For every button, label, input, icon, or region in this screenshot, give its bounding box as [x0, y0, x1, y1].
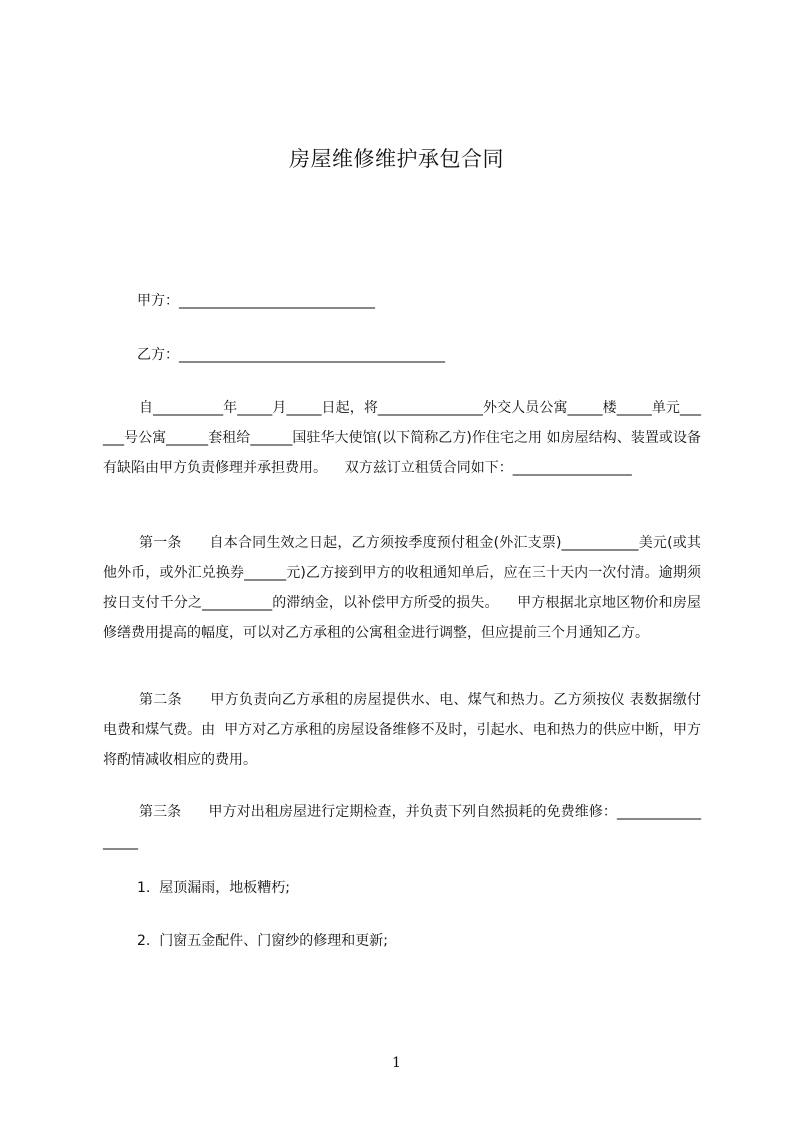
- party-a-line: 甲方：____________________________: [137, 293, 375, 309]
- list-item: 2. 门窗五金配件、门窗纱的修理和更新;: [137, 933, 388, 949]
- party-b-line: 乙方：______________________________________: [137, 347, 445, 363]
- intro-paragraph: 自__________年_____月_____日起，将_______________外交人员公寓_____楼_____单元______号公寓______套租给______国驻华大使馆(以下简称乙方)作住宅之用 如房屋结构、装置或设备有缺陷由甲方负责修理并承担费用。 双方兹订立租赁合同如下：_________________: [103, 400, 701, 476]
- list-item: 1. 屋顶漏雨，地板糟朽;: [137, 880, 290, 896]
- page-number: 1: [392, 1055, 401, 1071]
- article-1-paragraph: 第一条 自本合同生效之日起，乙方须按季度预付租金(外汇支票)___________美元(或其他外币，或外汇兑换券______元)乙方接到甲方的收租通知单后，应在三十天内一次付清。逾期须按日支付千分之__________的滞纳金，以补偿甲方所受的损失。 甲方根据北京地区物价和房屋修缮费用提高的幅度，可以对乙方承租的公寓租金进行调整，但应提前三个月通知乙方。: [103, 535, 701, 641]
- article-3-paragraph: 第三条 甲方对出租房屋进行定期检查，并负责下列自然损耗的免费维修：_________________: [103, 804, 701, 850]
- document-title: 房屋维修维护承包合同: [289, 147, 504, 171]
- article-2-paragraph: 第二条 甲方负责向乙方承租的房屋提供水、电、煤气和热力。乙方须按仪 表数据缴付电费和煤气费。由 甲方对乙方承租的房屋设备维修不及时，引起水、电和热力的供应中断，甲方将酌情减收相应的费用。: [103, 692, 701, 768]
